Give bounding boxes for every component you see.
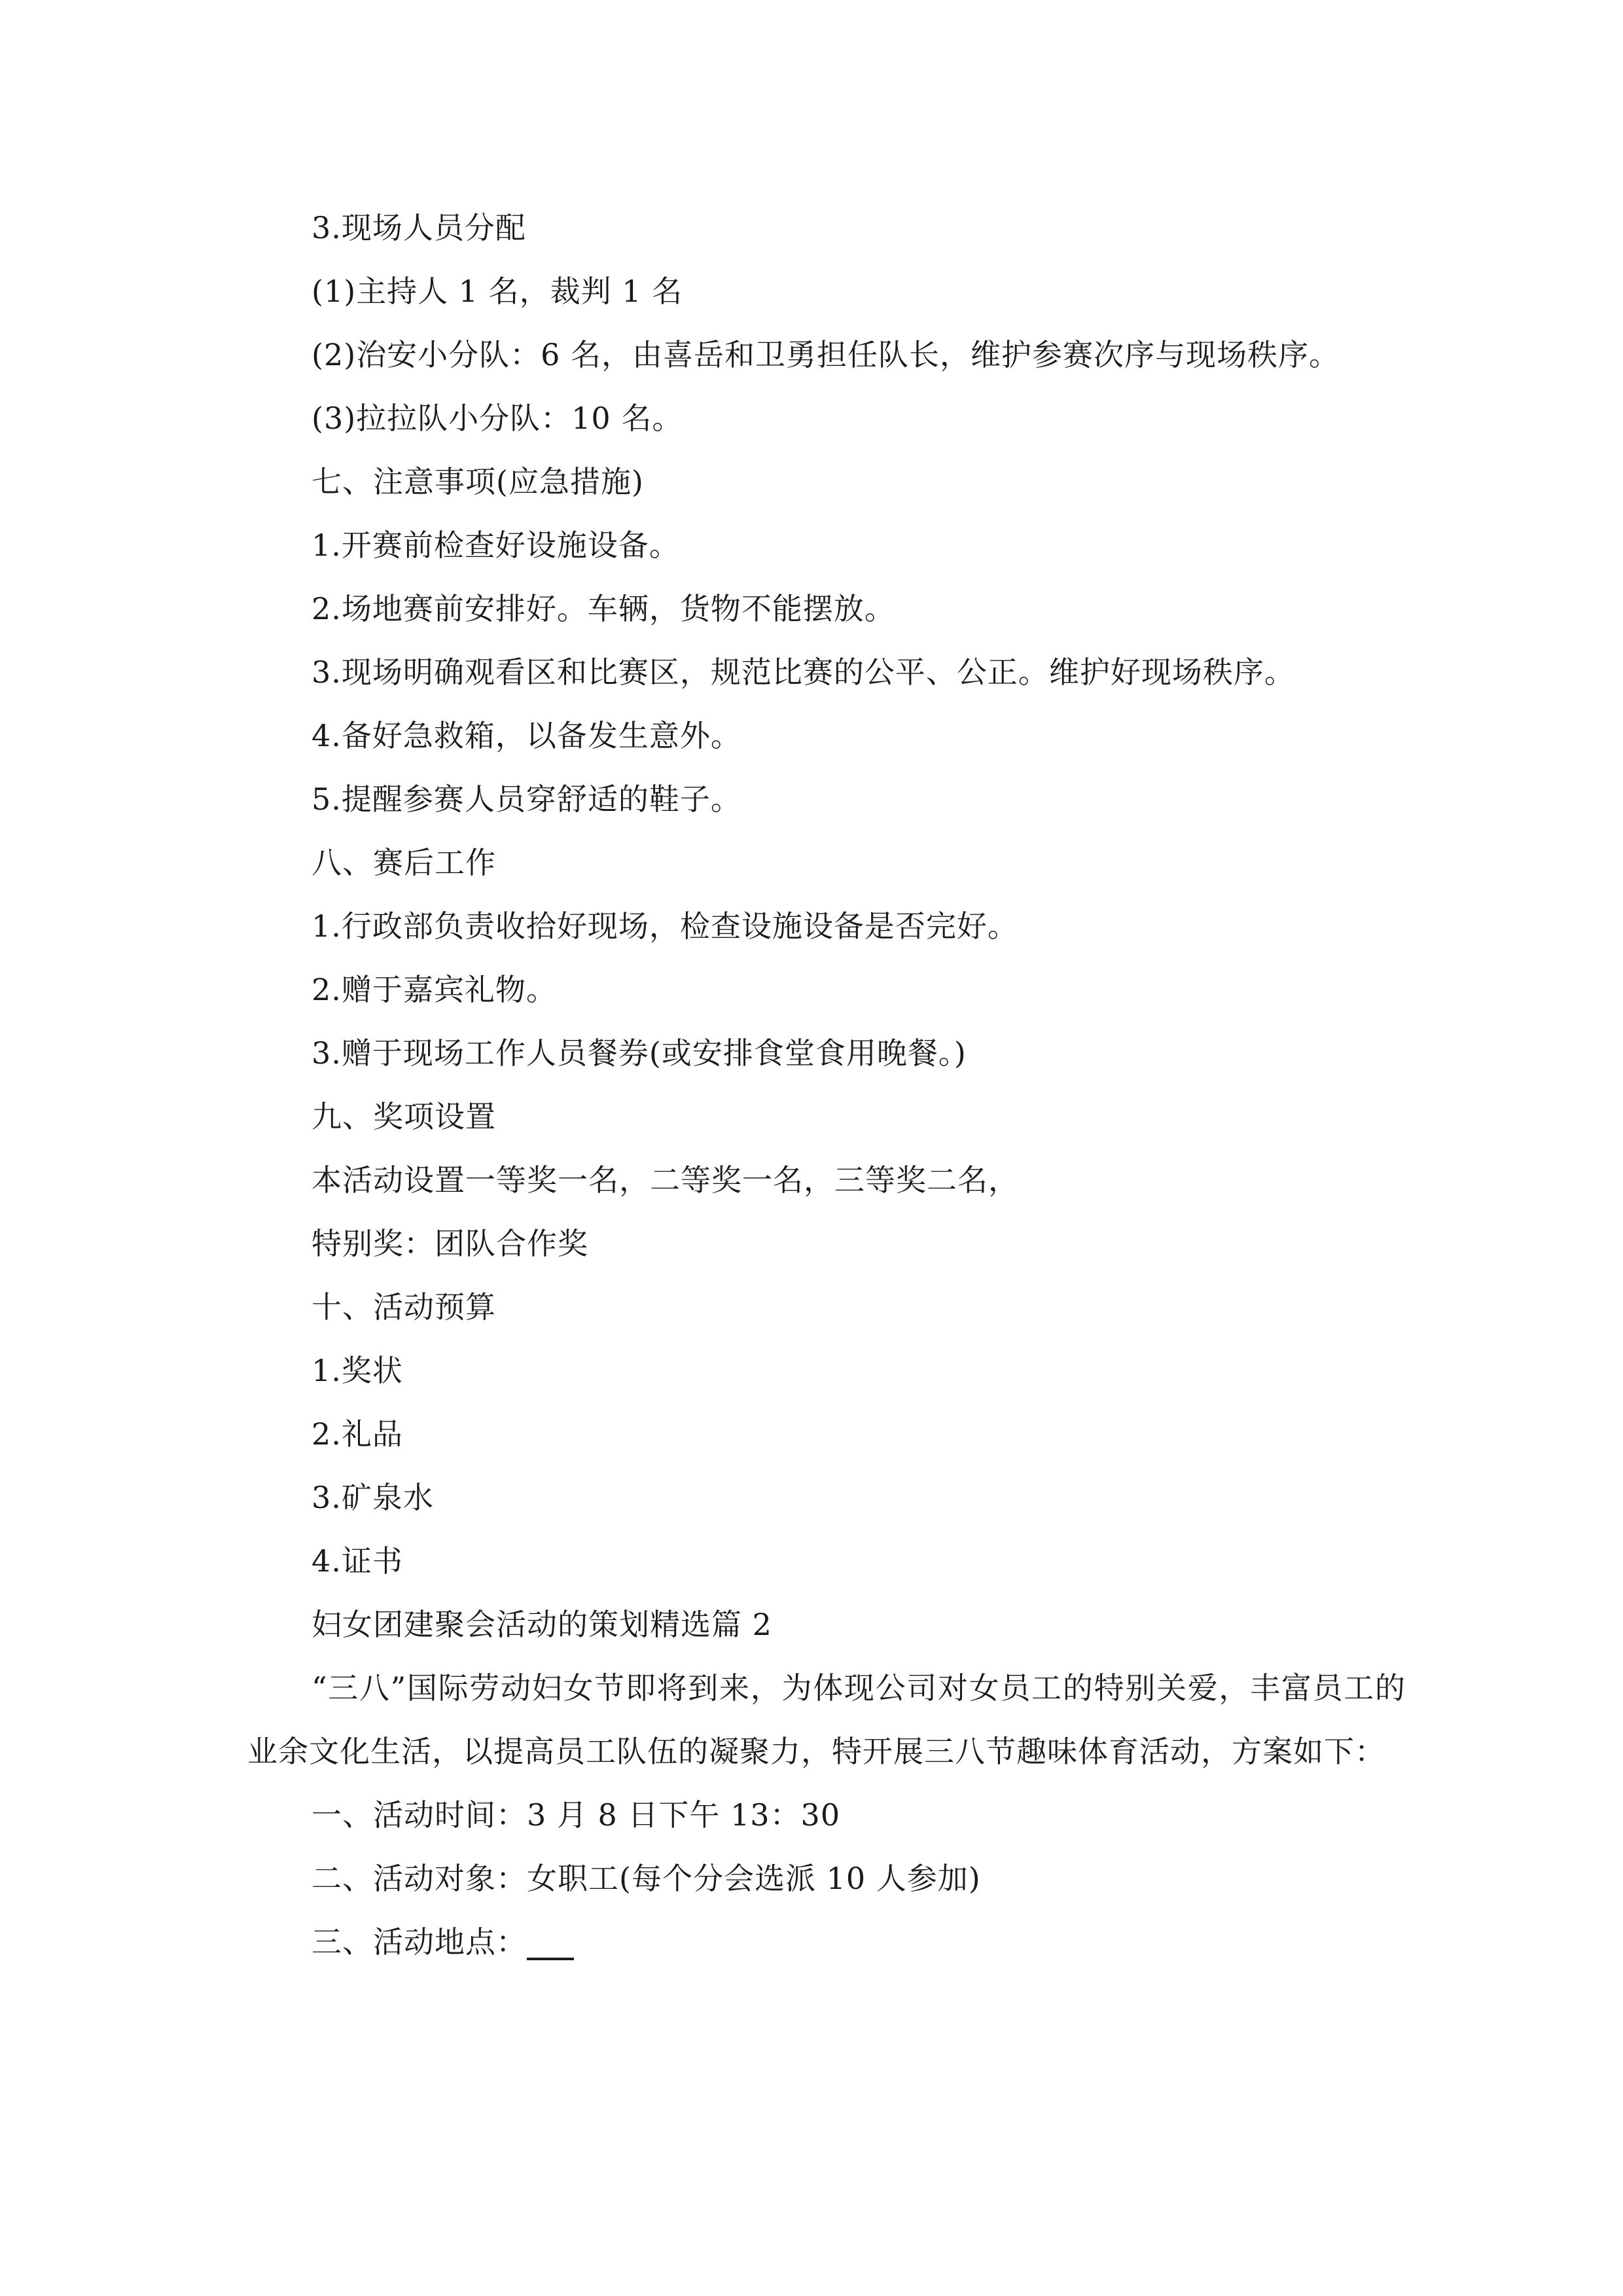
location-line xyxy=(247,1910,1406,1974)
text-line: 3.矿泉水 xyxy=(312,1480,434,1515)
text-line: 二、活动对象：女职工(每个分会选派 10 人参加) xyxy=(312,1861,981,1896)
location-blank: ___ xyxy=(527,1924,574,1960)
intro-paragraph: “三八”国际劳动妇女节即将到来，为体现公司对女员工的特别关爱，丰富员工的业余文化生活，以提高员工队伍的凝聚力，特开展三八节趣味体育活动，方案如下： xyxy=(247,1670,1406,1769)
text-line: (3)拉拉队小分队：10 名。 xyxy=(312,401,683,436)
text-line: 1.行政部负责收拾好现场，检查设施设备是否完好。 xyxy=(312,908,1018,944)
text-line: 1.开赛前检查好设施设备。 xyxy=(312,528,680,563)
article-title: 妇女团建聚会活动的策划精选篇 2 xyxy=(312,1607,772,1642)
text-line: 特别奖：团队合作奖 xyxy=(312,1226,588,1261)
text-line: 3.现场明确观看区和比赛区，规范比赛的公平、公正。维护好现场秩序。 xyxy=(312,655,1295,690)
text-line: 2.场地赛前安排好。车辆，货物不能摆放。 xyxy=(312,591,895,626)
text-line: 本活动设置一等奖一名，二等奖一名，三等奖二名， xyxy=(312,1162,1019,1198)
section-heading: 七、注意事项(应急措施) xyxy=(312,464,644,499)
section-heading: 八、赛后工作 xyxy=(312,845,496,880)
text-line: 4.证书 xyxy=(312,1543,403,1579)
text-line: 2.赠于嘉宾礼物。 xyxy=(312,972,557,1007)
text-line: 1.奖状 xyxy=(312,1353,403,1388)
section-heading: 九、奖项设置 xyxy=(312,1099,496,1134)
document-body xyxy=(247,196,1406,1974)
text-line: 3.现场人员分配 xyxy=(312,210,526,245)
text-line: 3.赠于现场工作人员餐券(或安排食堂食用晚餐。) xyxy=(312,1035,967,1071)
text-line: (1)主持人 1 名，裁判 1 名 xyxy=(312,274,683,309)
text-line: (2)治安小分队：6 名，由喜岳和卫勇担任队长，维护参赛次序与现场秩序。 xyxy=(312,337,1340,372)
location-label: 三、活动地点： xyxy=(312,1924,527,1960)
text-line: 一、活动时间：3 月 8 日下午 13：30 xyxy=(312,1797,841,1833)
text-line: 2.礼品 xyxy=(312,1416,403,1452)
section-heading: 十、活动预算 xyxy=(312,1289,496,1325)
text-line: 4.备好急救箱，以备发生意外。 xyxy=(312,718,741,753)
text-line: 5.提醒参赛人员穿舒适的鞋子。 xyxy=(312,781,741,817)
